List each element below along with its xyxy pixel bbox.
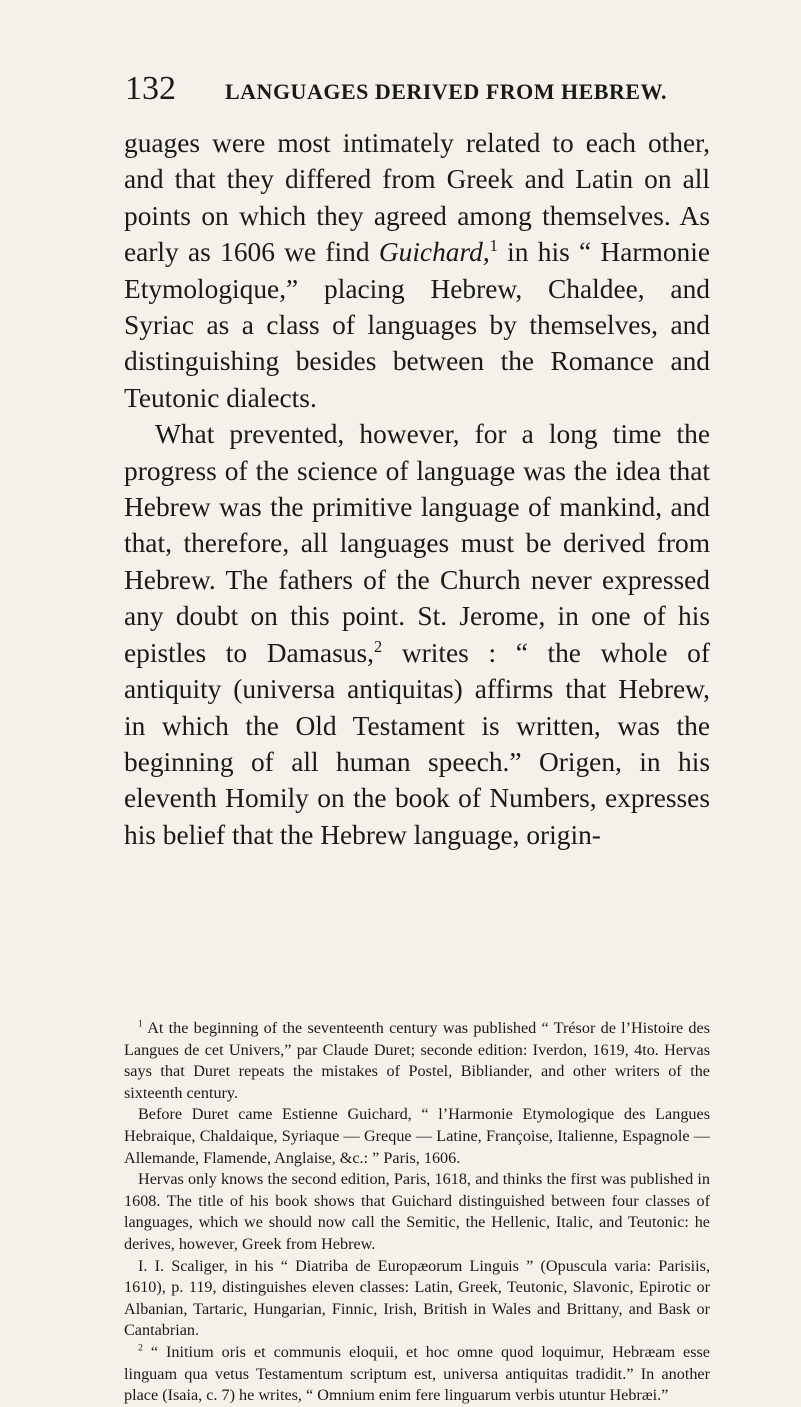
footnotes xyxy=(124,1018,710,1407)
body-paragraph-2-text-a: What prevented, however, for a long time the progress of the science of language was the idea that Hebrew was the primitive language of mankind, and that, therefore, all languages must be derived from Hebrew. The fathers of the Church never expressed any doubt on this point. St. Jerome, in one of his epistles to Damasus, xyxy=(124,419,710,668)
body-paragraph-1-text-a: guages were most intimately related to each other, and that they differed from Greek and Latin on all points on which they agreed among themselves. As early as 1606 we find xyxy=(124,128,710,268)
author-name-guichard: Guichard, xyxy=(378,237,490,268)
footnote-2 xyxy=(124,1342,710,1407)
page-header xyxy=(125,70,705,108)
footnote-1-paragraph-4: I. I. Scaliger, in his “ Diatriba de Europæorum Linguis ” (Opuscula varia: Parisiis, 1610), p. 119, distinguishes eleven classes: Latin, Greek, Teutonic, Slavonic, Epirotic or Albanian, Tartaric, Hungarian, Finnic, Irish, British in Wales and Brittany, and Bask or Cantabrian. xyxy=(124,1256,710,1340)
footnote-1-paragraph-2: Before Duret came Estienne Guichard, “ l’Harmonie Etymologique des Langues Hebraique, Chaldaique, Syriaque — Greque — Latine, Françoise, Italienne, Espagnole — Allemande, Flamende, Anglaise, &c.: ” Paris, 1606. xyxy=(124,1105,710,1167)
body-paragraph-2 xyxy=(124,416,710,853)
running-title: LANGUAGES DERIVED FROM HEBREW. xyxy=(225,79,668,104)
footnote-2-marker: 2 xyxy=(138,1342,143,1354)
body-paragraph-2-text-b: writes : “ the whole of antiquity (universa antiquitas) affirms that Hebrew, in which the Old Testament is written, was the beginning of all human speech.” Origen, in his eleventh Homily on the book of Numbers, expresses his belief that the Hebrew language, origin- xyxy=(124,637,711,850)
body-text xyxy=(124,125,710,853)
footnote-1 xyxy=(124,1018,710,1104)
body-paragraph-1 xyxy=(124,125,710,416)
page-number: 132 xyxy=(125,70,176,107)
body-paragraph-1-text-b: in his “ Harmonie Etymologique,” placing Hebrew, Chaldee, and Syriac as a class of languages by themselves, and distinguishing besides between the Romance and Teutonic dialects. xyxy=(124,237,710,413)
footnote-1-marker: 1 xyxy=(138,1018,143,1030)
footnote-1-text: At the beginning of the seventeenth century was published “ Trésor de l’Histoire des Langues de cet Univers,” par Claude Duret; seconde edition: Iverdon, 1619, 4to. Hervas says that Duret repeats the mistakes of Postel, Bibliander, and other writers of the sixteenth century. xyxy=(124,1019,710,1102)
footnote-ref-2: 2 xyxy=(374,636,383,656)
footnote-ref-1: 1 xyxy=(489,236,498,256)
footnote-2-text: “ Initium oris et communis eloquii, et hoc omne quod loquimur, Hebræam esse linguam qua vetus Testamentum scriptum est, universa antiquitas tradidit.” In another place (Isaia, c. 7) he writes, “ Omnium enim fere linguarum verbis utuntur Hebræi.” xyxy=(124,1342,710,1405)
footnote-1-paragraph-3: Hervas only knows the second edition, Paris, 1618, and thinks the first was published in 1608. The title of his book shows that Guichard distinguished between four classes of languages, which we should now call the Semitic, the Hellenic, Italic, and Teutonic: he derives, however, Greek from Hebrew. xyxy=(124,1170,710,1253)
